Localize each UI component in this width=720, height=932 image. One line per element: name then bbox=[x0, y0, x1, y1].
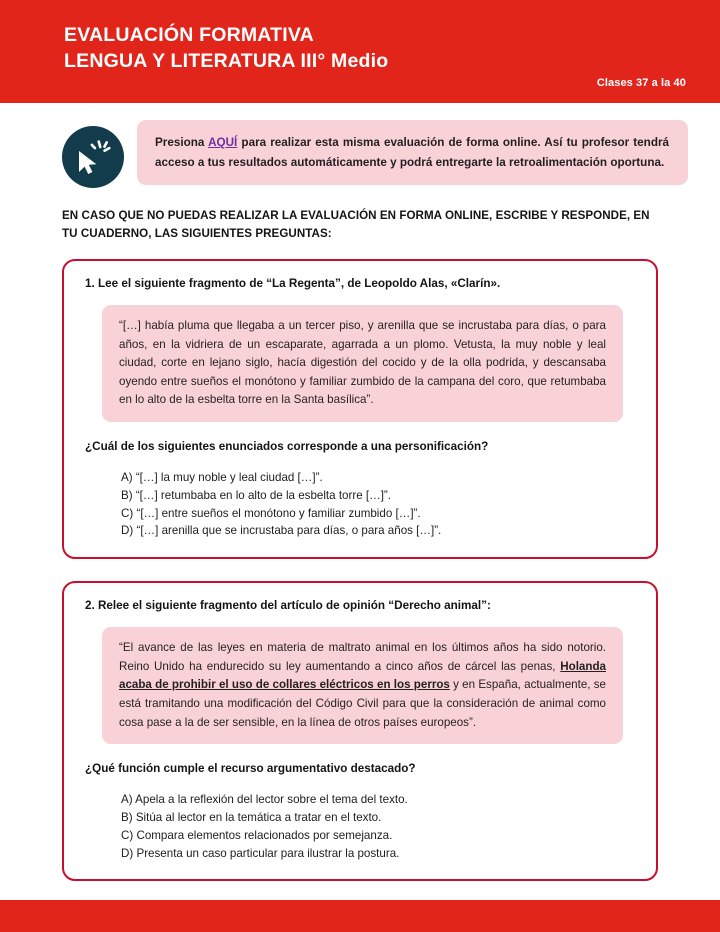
question-2-option-c[interactable]: C) Compara elementos relacionados por semejanza. bbox=[121, 828, 393, 842]
question-1-option-c[interactable]: C) “[…] entre sueños el monótono y familiar zumbido […]”. bbox=[121, 506, 421, 520]
question-2-options bbox=[121, 791, 635, 862]
question-2-option-b[interactable]: B) Sitúa al lector en la temática a tratar en el texto. bbox=[121, 810, 382, 824]
page-header bbox=[0, 0, 720, 103]
question-1-options bbox=[121, 469, 635, 540]
quote-1-part-1: “[…] había pluma que llegaba a un tercer piso, y arenilla que se incrustaba para días, o para años, en la vidriera de un escaparate, agarrada a un plomo. Vetusta, la muy noble y leal ciudad, corte en lejano siglo, hacía digestión del cocido y de la olla podrida, y descansaba oyendo entre sueños el monótono y familiar zumbido de la campana del coro, que retumbaba en lo alto de la esbelta torre en la Santa basílica”. bbox=[119, 319, 606, 407]
quote-2-highlight: Holanda acaba de prohibir el uso de collares eléctricos en los perros bbox=[119, 659, 606, 692]
question-2-quote-text bbox=[119, 639, 606, 732]
quote-2-part-2: y en España, actualmente, se está tramitando una modificación del Código Civil para que la consideración de animal como cosa pase a la de ser sensible, en la línea de otros países europeos”. bbox=[119, 678, 607, 729]
page-title-line-1: EVALUACIÓN FORMATIVA bbox=[64, 24, 314, 46]
question-1-quote-text bbox=[119, 317, 606, 410]
click-cursor-icon bbox=[62, 126, 124, 188]
question-1-option-a[interactable]: A) “[…] la muy noble y leal ciudad […]”. bbox=[121, 470, 323, 484]
question-1-quote-box bbox=[102, 305, 623, 422]
banner-message bbox=[155, 133, 669, 172]
question-2-option-a[interactable]: A) Apela a la reflexión del lector sobre el tema del texto. bbox=[121, 793, 408, 807]
question-2-prompt: ¿Qué función cumple el recurso argumentativo destacado? bbox=[85, 762, 416, 776]
page-title-line-2: LENGUA Y LITERATURA III° Medio bbox=[64, 50, 389, 72]
question-2-option-d[interactable]: D) Presenta un caso particular para ilustrar la postura. bbox=[121, 846, 400, 860]
banner-text-after-link: para realizar esta misma evaluación de forma online. Así tu profesor tendrá acceso a tus resultados automáticamente y podrá entregarte la retroalimentación oportuna. bbox=[155, 136, 670, 169]
question-1-option-b[interactable]: B) “[…] retumbaba en lo alto de la esbelta torre […]”. bbox=[121, 488, 392, 502]
quote-2-part-1: “El avance de las leyes en materia de maltrato animal en los últimos años ha sido notorio. Reino Unido ha endurecido su ley aumentando a cinco años de cárcel las penas, bbox=[119, 641, 606, 673]
banner-text-box bbox=[137, 120, 688, 185]
question-2-quote-box bbox=[102, 627, 623, 744]
question-card-2 bbox=[62, 581, 658, 881]
instruction-text: EN CASO QUE NO PUEDAS REALIZAR LA EVALUACIÓN EN FORMA ONLINE, ESCRIBE Y RESPONDE, EN TU CUADERNO, LAS SIGUIENTES PREGUNTAS: bbox=[62, 209, 650, 240]
question-1-option-d[interactable]: D) “[…] arenilla que se incrustaba para días, o para años […]”. bbox=[121, 524, 442, 538]
question-1-stem: 1. Lee el siguiente fragmento de “La Regenta”, de Leopoldo Alas, «Clarín». bbox=[85, 277, 501, 290]
page-footer-bar bbox=[0, 900, 720, 932]
question-card-1 bbox=[62, 259, 658, 559]
question-2-stem: 2. Relee el siguiente fragmento del artículo de opinión “Derecho animal”: bbox=[85, 599, 491, 613]
banner-text-before-link: Presiona bbox=[155, 136, 209, 149]
aqui-link[interactable]: AQUÍ bbox=[208, 136, 238, 149]
online-evaluation-banner bbox=[0, 120, 720, 188]
question-1-prompt: ¿Cuál de los siguientes enunciados corresponde a una personificación? bbox=[85, 439, 489, 453]
classes-range-label: Clases 37 a la 40 bbox=[596, 77, 686, 89]
